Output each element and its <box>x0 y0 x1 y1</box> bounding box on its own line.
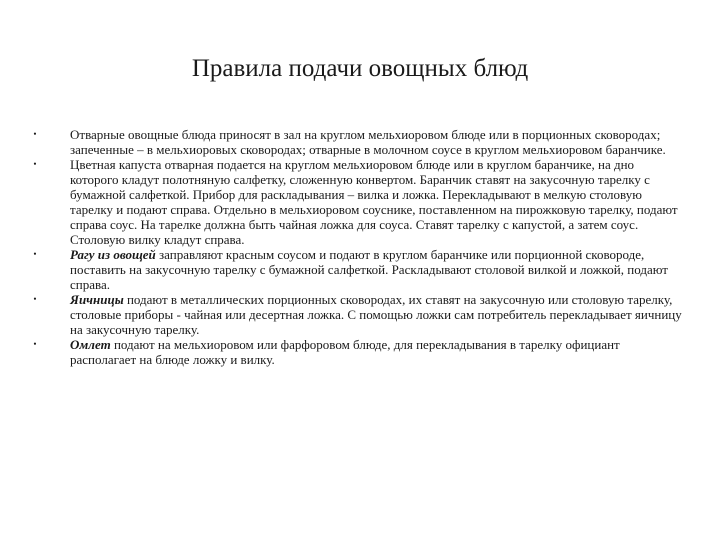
item-text: заправляют красным соусом и подают в круглом баранчике или порционной сковороде, поставить на закусочную тарелку с бумажной салфеткой. Раскладывают столовой вилкой и ложкой, подают справа. <box>70 247 668 292</box>
bullet-marker: • <box>33 294 37 304</box>
item-lead: Рагу из овощей <box>70 247 156 262</box>
list-item <box>33 337 684 367</box>
item-text: подают в металлических порционных сковородах, их ставят на закусочную или столовую тарелку, столовые приборы - чайная или десертная ложка. С помощью ложки сам потребитель перекладывает яичницу на закусочную тарелку. <box>70 292 682 337</box>
list-item <box>33 127 684 157</box>
item-lead: Яичницы <box>70 292 124 307</box>
slide-title: Правила подачи овощных блюд <box>191 55 529 82</box>
item-text: Цветная капуста отварная подается на круглом мельхиоровом блюде или в круглом баранчике, на дно которого кладут полотняную салфетку, сложенную конвертом. Баранчик ставят на закусочную тарелку с бумажной салфеткой. Прибор для раскладывания – вилка и ложка. Перекладывают в мелкую столовую тарелку и подают справа. Отдельно в мельхиоровом соуснике, поставленном на пирожковую тарелку, подают справа соус. На тарелке должна быть чайная ложка для соуса. Ставят тарелку с капустой, а затем соус. Столовую вилку кладут справа. <box>70 157 678 247</box>
list-item <box>33 157 684 247</box>
bullet-marker: • <box>33 129 37 139</box>
list-item <box>33 292 684 337</box>
item-text: подают на мельхиоровом или фарфоровом блюде, для перекладывания в тарелку официант располагает на блюде ложку и вилку. <box>70 337 620 367</box>
bullet-marker: • <box>33 159 37 169</box>
list-item <box>33 247 684 292</box>
bullet-marker: • <box>33 339 37 349</box>
item-text: Отварные овощные блюда приносят в зал на круглом мельхиоровом блюде или в порционных сковородах; запеченные – в мельхиоровых сковородах; отварные в молочном соусе в круглом мельхиоровом баранчике. <box>70 127 666 157</box>
bullet-list <box>33 127 684 367</box>
bullet-marker: • <box>33 249 37 259</box>
item-lead: Омлет <box>70 337 111 352</box>
